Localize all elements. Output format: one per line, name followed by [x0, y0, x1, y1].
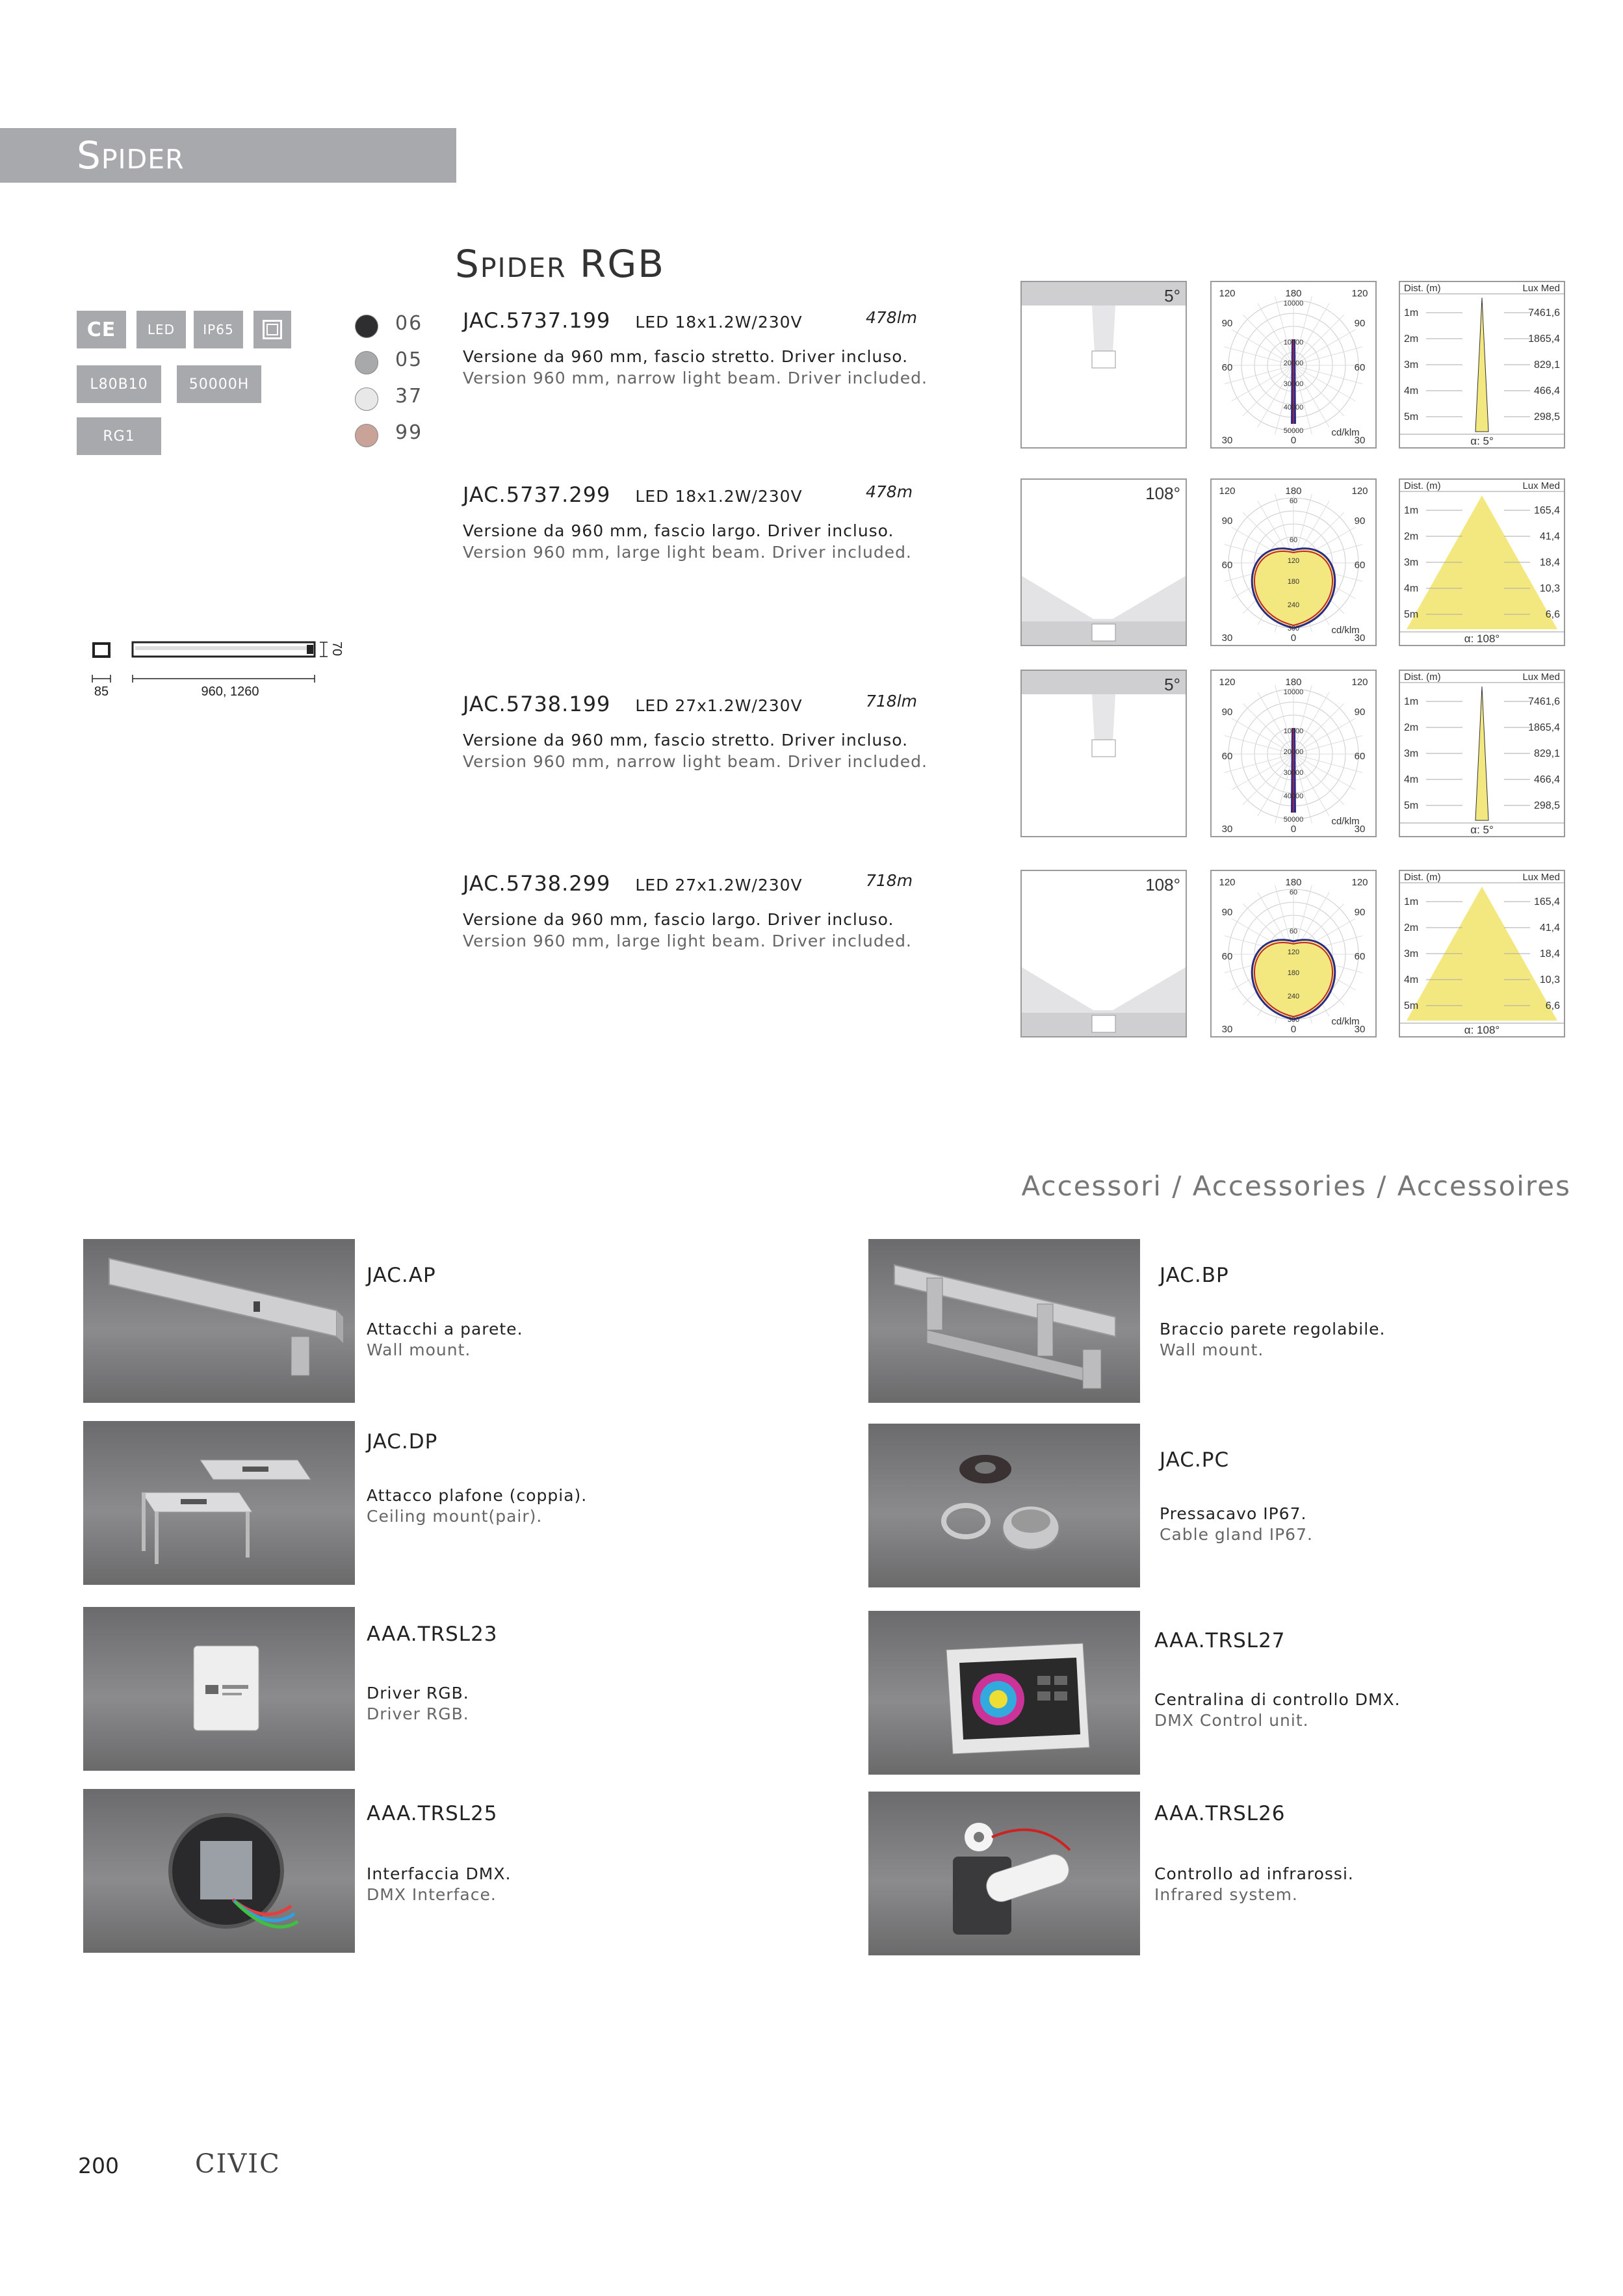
- distance-label: 2m: [1404, 531, 1419, 542]
- accessory-desc-en: Driver RGB.: [367, 1704, 469, 1723]
- distance-label: 2m: [1404, 722, 1419, 733]
- accessory-photo-dmx-control: [868, 1611, 1140, 1775]
- angle-label: 120: [1351, 677, 1368, 688]
- angle-label: 30: [1221, 435, 1233, 446]
- lux-header: Dist. (m): [1404, 283, 1441, 294]
- variant-lumen: 718m: [866, 871, 913, 890]
- distance-label: 1m: [1404, 896, 1419, 907]
- distance-label: 4m: [1404, 385, 1419, 397]
- radial-value: 40000: [1283, 792, 1304, 800]
- accessory-code: AAA.TRSL26: [1154, 1802, 1286, 1825]
- angle-label: 30: [1354, 1024, 1366, 1035]
- radial-value: 240: [1287, 993, 1300, 1000]
- distance-label: 4m: [1404, 774, 1419, 785]
- ip65-badge: IP65: [194, 311, 243, 348]
- distance-label: 5m: [1404, 800, 1419, 811]
- section-title: Spider: [77, 133, 185, 177]
- section-header: [0, 128, 456, 183]
- angle-label: 120: [1219, 877, 1236, 888]
- accessory-code: JAC.BP: [1160, 1264, 1229, 1287]
- color-code: 06: [395, 312, 423, 335]
- color-code: 99: [395, 421, 423, 444]
- radial-value: 10000: [1283, 688, 1304, 696]
- angle-label: 120: [1219, 677, 1236, 688]
- angle-label: 90: [1221, 707, 1233, 718]
- distance-label: 4m: [1404, 974, 1419, 985]
- angle-label: 120: [1351, 877, 1368, 888]
- accessory-code: AAA.TRSL27: [1154, 1629, 1286, 1652]
- distance-label: 2m: [1404, 333, 1419, 345]
- variant-lumen: 478m: [866, 482, 913, 501]
- variant-desc-it: Versione da 960 mm, fascio largo. Driver incluso.: [463, 521, 894, 540]
- distance-label: 3m: [1404, 557, 1419, 568]
- angle-label: 120: [1351, 486, 1368, 497]
- ce-badge: CE: [77, 311, 126, 348]
- distance-label: 5m: [1404, 1000, 1419, 1011]
- angle-label: 0: [1290, 824, 1297, 835]
- accessory-code: AAA.TRSL25: [367, 1802, 498, 1825]
- angle-label: 60: [1221, 560, 1233, 571]
- accessories-title: Accessori / Accessories / Accessoires: [1021, 1170, 1571, 1202]
- accessory-desc-en: Infrared system.: [1154, 1885, 1298, 1904]
- variant-desc-en: Version 960 mm, large light beam. Driver included.: [463, 543, 912, 562]
- variant-spec: LED 27x1.2W/230V: [635, 696, 803, 715]
- lux-value: 829,1: [1533, 748, 1560, 759]
- angle-label: 30: [1354, 435, 1366, 446]
- accessory-code: JAC.PC: [1160, 1448, 1230, 1472]
- lux-value: 6,6: [1545, 1000, 1560, 1011]
- accessory-desc-en: Cable gland IP67.: [1160, 1525, 1313, 1544]
- radial-value: 10000: [1283, 339, 1304, 346]
- distance-label: 1m: [1404, 696, 1419, 707]
- polar-curve-panel: [1210, 670, 1377, 837]
- unit-label: cd/klm: [1331, 816, 1360, 827]
- distance-label: 4m: [1404, 583, 1419, 594]
- angle-label: 30: [1221, 633, 1233, 644]
- angle-label: 60: [1221, 751, 1233, 762]
- lux-value: 7461,6: [1528, 307, 1560, 319]
- variant-spec: LED 18x1.2W/230V: [635, 487, 803, 506]
- angle-label: 30: [1354, 824, 1366, 835]
- color-swatch-06: [355, 315, 378, 338]
- radial-value: 120: [1287, 948, 1300, 956]
- angle-label: 60: [1354, 362, 1366, 373]
- lifetime-badge: 50000H: [177, 365, 261, 403]
- dim-width: 85: [94, 685, 109, 699]
- accessory-desc-en: Ceiling mount(pair).: [367, 1507, 543, 1526]
- radial-value: 20000: [1283, 748, 1304, 756]
- angle-label: 180: [1285, 288, 1302, 299]
- lux-value: 1865,4: [1528, 722, 1560, 733]
- angle-label: 90: [1354, 515, 1366, 527]
- led-badge: LED: [136, 311, 186, 348]
- accessory-desc-en: DMX Control unit.: [1154, 1711, 1309, 1730]
- angle-label: 60: [1354, 560, 1366, 571]
- angle-label: 90: [1354, 318, 1366, 329]
- polar-curve-panel: [1210, 281, 1377, 449]
- rg1-badge: RG1: [77, 417, 161, 455]
- lux-table-panel: [1399, 670, 1565, 837]
- distance-label: 5m: [1404, 411, 1419, 423]
- radial-value: 10000: [1283, 300, 1304, 307]
- class-ii-badge: [253, 311, 291, 348]
- accessory-desc-it: Centralina di controllo DMX.: [1154, 1690, 1401, 1709]
- variant-desc-en: Version 960 mm, large light beam. Driver included.: [463, 932, 912, 950]
- lux-value: 6,6: [1545, 609, 1560, 620]
- angle-label: 180: [1285, 877, 1302, 888]
- angle-label: 90: [1221, 515, 1233, 527]
- accessory-desc-en: DMX Interface.: [367, 1885, 497, 1904]
- beam-preview-panel: [1020, 478, 1187, 646]
- beam-preview-panel: [1020, 670, 1187, 837]
- variant-code: JAC.5737.299: [463, 482, 611, 507]
- variant-2: [463, 482, 1009, 562]
- alpha-label: α: 108°: [1464, 1024, 1500, 1036]
- distance-label: 2m: [1404, 922, 1419, 933]
- radial-value: 30000: [1283, 380, 1304, 388]
- radial-value: 50000: [1283, 816, 1304, 824]
- angle-label: 60: [1354, 751, 1366, 762]
- angle-label: 180: [1285, 486, 1302, 497]
- alpha-label: α: 5°: [1470, 824, 1494, 836]
- dimension-drawing: [86, 634, 365, 699]
- alpha-label: α: 108°: [1464, 633, 1500, 645]
- radial-value: 10000: [1283, 727, 1304, 735]
- lux-value: 7461,6: [1528, 696, 1560, 707]
- color-code: 37: [395, 385, 423, 408]
- lux-value: 466,4: [1533, 774, 1560, 785]
- variant-1: [463, 308, 1009, 387]
- color-swatch-37: [355, 387, 378, 411]
- lux-value: 10,3: [1539, 974, 1560, 985]
- variant-4: [463, 871, 1009, 950]
- polar-curve-panel: [1210, 478, 1377, 646]
- lux-value: 466,4: [1533, 385, 1560, 397]
- angle-label: 60: [1221, 362, 1233, 373]
- angle-label: 180: [1285, 677, 1302, 688]
- angle-label: 90: [1354, 907, 1366, 918]
- radial-value: 60: [1289, 889, 1298, 896]
- variant-desc-it: Versione da 960 mm, fascio stretto. Driver incluso.: [463, 731, 909, 750]
- lux-value: 41,4: [1539, 531, 1560, 542]
- lux-value: 298,5: [1533, 800, 1560, 811]
- accessory-desc-en: Wall mount.: [367, 1340, 471, 1359]
- angle-label: 30: [1221, 1024, 1233, 1035]
- lux-value: 1865,4: [1528, 333, 1560, 345]
- accessory-desc-it: Attacco plafone (coppia).: [367, 1486, 588, 1505]
- lux-header: Dist. (m): [1404, 872, 1441, 883]
- angle-label: 0: [1290, 1024, 1297, 1035]
- variant-code: JAC.5738.299: [463, 871, 611, 896]
- angle-label: 0: [1290, 633, 1297, 644]
- accessory-desc-it: Pressacavo IP67.: [1160, 1504, 1307, 1523]
- beam-angle-label: 108°: [1145, 875, 1180, 894]
- lux-value: 829,1: [1533, 359, 1560, 371]
- lux-header: Lux Med: [1522, 480, 1560, 491]
- alpha-label: α: 5°: [1470, 435, 1494, 447]
- accessory-code: JAC.AP: [367, 1264, 436, 1287]
- radial-value: 180: [1287, 969, 1300, 977]
- radial-value: 40000: [1283, 404, 1304, 411]
- angle-label: 30: [1354, 633, 1366, 644]
- variant-desc-en: Version 960 mm, narrow light beam. Driver included.: [463, 752, 928, 771]
- variant-spec: LED 18x1.2W/230V: [635, 313, 803, 332]
- variant-lumen: 478lm: [866, 308, 918, 327]
- polar-curve-panel: [1210, 870, 1377, 1037]
- double-square-icon: [263, 320, 282, 339]
- color-swatch-99: [355, 424, 378, 447]
- dim-height: 70: [330, 641, 344, 657]
- radial-value: 240: [1287, 601, 1300, 609]
- distance-label: 1m: [1404, 505, 1419, 516]
- distance-label: 3m: [1404, 359, 1419, 371]
- dim-length: 960, 1260: [201, 685, 259, 699]
- accessory-photo-wall-arm: [868, 1239, 1140, 1403]
- variant-code: JAC.5738.199: [463, 692, 611, 716]
- angle-label: 90: [1354, 707, 1366, 718]
- angle-label: 90: [1221, 907, 1233, 918]
- accessory-photo-infrared: [868, 1792, 1140, 1955]
- lux-table-panel: [1399, 870, 1565, 1037]
- variant-lumen: 718lm: [866, 692, 918, 711]
- angle-label: 90: [1221, 318, 1233, 329]
- unit-label: cd/klm: [1331, 1016, 1360, 1027]
- radial-value: 20000: [1283, 359, 1304, 367]
- lux-value: 298,5: [1533, 411, 1560, 423]
- angle-label: 0: [1290, 435, 1297, 446]
- angle-label: 60: [1221, 951, 1233, 962]
- distance-label: 1m: [1404, 307, 1419, 319]
- accessory-desc-it: Interfaccia DMX.: [367, 1864, 512, 1883]
- accessory-code: AAA.TRSL23: [367, 1623, 498, 1646]
- accessory-photo-dmx-interface: [83, 1789, 355, 1953]
- lux-header: Lux Med: [1522, 672, 1560, 683]
- accessory-photo-cable-gland: [868, 1424, 1140, 1587]
- angle-label: 120: [1219, 486, 1236, 497]
- angle-label: 60: [1354, 951, 1366, 962]
- accessory-desc-it: Controllo ad infrarossi.: [1154, 1864, 1354, 1883]
- radial-value: 300: [1287, 625, 1300, 633]
- beam-angle-label: 5°: [1164, 675, 1180, 694]
- radial-value: 180: [1287, 578, 1300, 586]
- radial-value: 60: [1289, 497, 1298, 505]
- lux-value: 18,4: [1539, 948, 1560, 959]
- radial-value: 30000: [1283, 769, 1304, 777]
- radial-value: 300: [1287, 1016, 1300, 1024]
- angle-label: 120: [1219, 288, 1236, 299]
- unit-label: cd/klm: [1331, 625, 1360, 636]
- lux-header: Lux Med: [1522, 872, 1560, 883]
- distance-label: 3m: [1404, 948, 1419, 959]
- accessory-desc-en: Wall mount.: [1160, 1340, 1264, 1359]
- beam-angle-label: 5°: [1164, 286, 1180, 306]
- radial-value: 60: [1289, 536, 1298, 544]
- accessory-desc-it: Driver RGB.: [367, 1684, 469, 1702]
- distance-label: 3m: [1404, 748, 1419, 759]
- brand-logo: CIVIC: [195, 2149, 281, 2179]
- lux-header: Dist. (m): [1404, 672, 1441, 683]
- distance-label: 5m: [1404, 609, 1419, 620]
- lux-table-panel: [1399, 478, 1565, 646]
- l80b10-badge: L80B10: [77, 365, 161, 403]
- variant-spec: LED 27x1.2W/230V: [635, 876, 803, 894]
- lux-value: 18,4: [1539, 557, 1560, 568]
- accessory-photo-ceiling-mount: [83, 1421, 355, 1585]
- accessory-photo-wall-mount: [83, 1239, 355, 1403]
- variant-desc-it: Versione da 960 mm, fascio stretto. Driver incluso.: [463, 347, 909, 366]
- beam-angle-label: 108°: [1145, 484, 1180, 503]
- beam-preview-panel: [1020, 281, 1187, 449]
- accessory-desc-it: Braccio parete regolabile.: [1160, 1320, 1386, 1338]
- color-code: 05: [395, 348, 423, 371]
- radial-value: 50000: [1283, 427, 1304, 435]
- variant-3: [463, 692, 1009, 771]
- angle-label: 30: [1221, 824, 1233, 835]
- accessory-photo-driver: [83, 1607, 355, 1771]
- variant-desc-it: Versione da 960 mm, fascio largo. Driver incluso.: [463, 910, 894, 929]
- beam-preview-panel: [1020, 870, 1187, 1037]
- radial-value: 60: [1289, 928, 1298, 935]
- product-title: Spider RGB: [455, 242, 666, 286]
- lux-value: 41,4: [1539, 922, 1560, 933]
- lux-table-panel: [1399, 281, 1565, 449]
- unit-label: cd/klm: [1331, 427, 1360, 438]
- lux-value: 10,3: [1539, 583, 1560, 594]
- lux-value: 165,4: [1533, 505, 1560, 516]
- lux-value: 165,4: [1533, 896, 1560, 907]
- variant-code: JAC.5737.199: [463, 308, 611, 333]
- accessory-desc-it: Attacchi a parete.: [367, 1320, 523, 1338]
- variant-desc-en: Version 960 mm, narrow light beam. Driver included.: [463, 369, 928, 387]
- radial-value: 120: [1287, 557, 1300, 565]
- angle-label: 120: [1351, 288, 1368, 299]
- color-swatch-05: [355, 351, 378, 374]
- accessory-code: JAC.DP: [367, 1430, 438, 1454]
- lux-header: Lux Med: [1522, 283, 1560, 294]
- lux-header: Dist. (m): [1404, 480, 1441, 491]
- page-number: 200: [78, 2153, 119, 2178]
